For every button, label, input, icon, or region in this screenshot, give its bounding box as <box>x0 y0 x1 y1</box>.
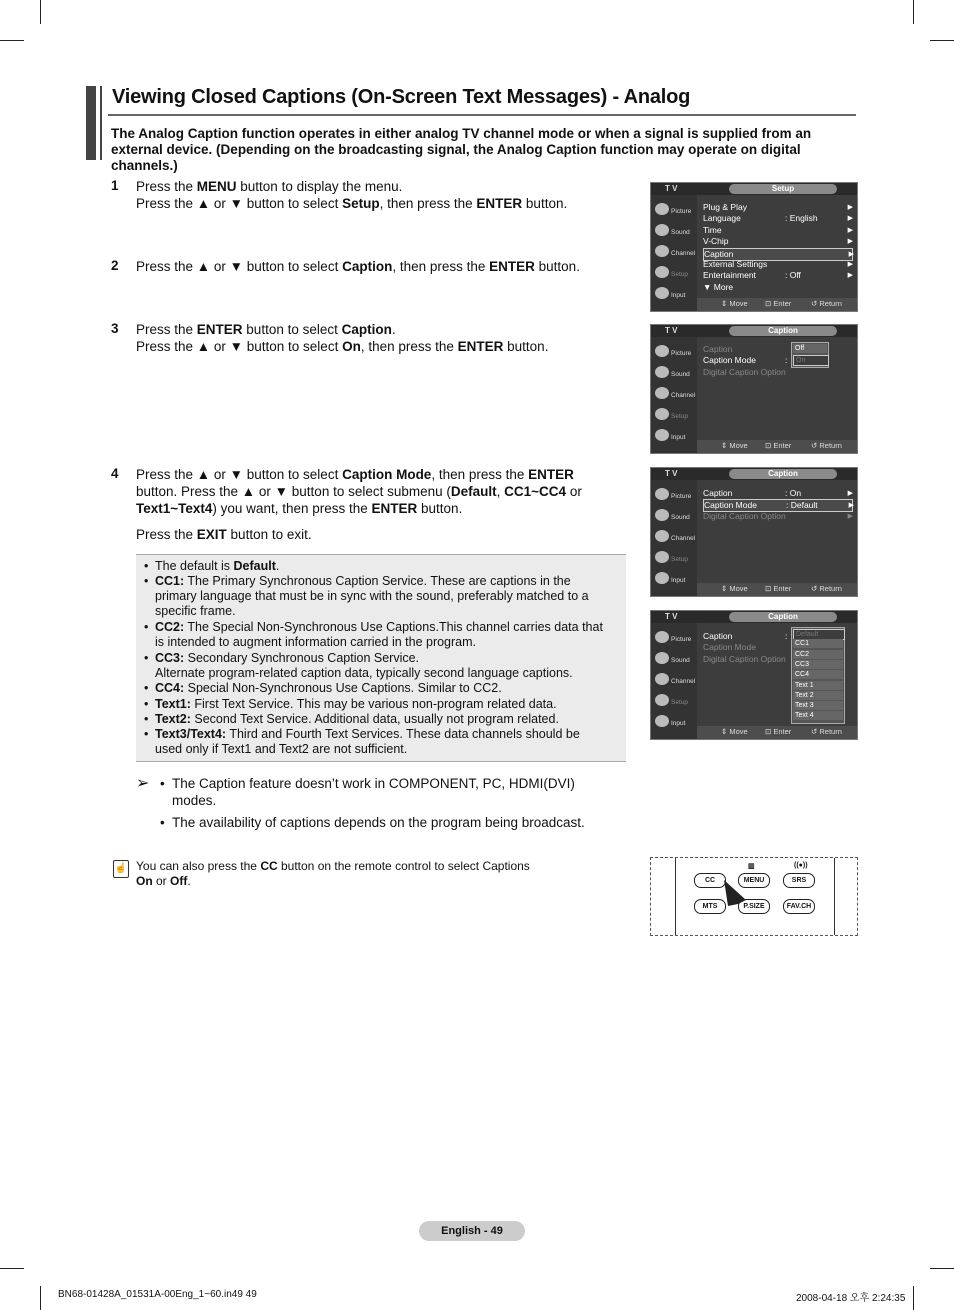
text-line: Press the ▲ or ▼ button to select On, then press the ENTER button. <box>136 339 549 354</box>
osd-arrow-icon: ▶ <box>847 512 853 520</box>
osd-enter-hint: ⊡ Enter <box>765 299 792 308</box>
note-item <box>144 559 620 574</box>
bullet: • <box>144 559 149 573</box>
osd-menu-header: Caption <box>729 612 837 622</box>
osd-return-hint: ↺ Return <box>811 299 842 308</box>
osd-tv-label: T V <box>665 184 678 193</box>
osd-dropdown-option: Off <box>793 344 827 353</box>
osd-dropdown-option: CC4 <box>793 670 843 679</box>
note-item <box>144 620 620 650</box>
osd-arrow-icon: ▶ <box>847 261 853 268</box>
osd-arrow-icon: ▶ <box>847 215 853 223</box>
osd-row-value: : Default <box>786 500 818 511</box>
osd-side-item <box>653 507 695 527</box>
osd-arrow-icon: ▶ <box>847 272 853 280</box>
osd-side-label: Setup <box>671 699 688 706</box>
srs-sound-icon: ((●)) <box>794 862 808 869</box>
osd-side-item <box>653 629 695 649</box>
osd-side-label: Sound <box>671 229 690 236</box>
osd-tv-label: T V <box>665 326 678 335</box>
tv-icon: ▥ <box>748 863 755 870</box>
osd-side-item <box>653 549 695 569</box>
osd-side-label: Input <box>671 577 686 584</box>
text-line: On or Off. <box>136 874 191 888</box>
text-line: You can also press the CC button on the remote control to select Captions <box>136 859 530 873</box>
note-text <box>144 574 620 619</box>
osd-row-label: Digital Caption Option <box>703 653 786 664</box>
osd-side-item <box>653 406 695 426</box>
bold-term: Caption Mode <box>342 467 432 482</box>
bold-term: Setup <box>342 196 380 211</box>
osd-side-label: Picture <box>671 636 692 643</box>
osd-side-label: Input <box>671 292 686 299</box>
osd-side-item <box>653 385 695 405</box>
osd-title-bar <box>651 468 857 480</box>
osd-channel-icon <box>655 387 669 399</box>
osd-side-label: Sound <box>671 657 690 664</box>
osd-menu-header: Setup <box>729 184 837 194</box>
osd-sidebar <box>651 480 697 596</box>
osd-side-label: Channel <box>671 678 696 685</box>
osd-setup-icon <box>655 266 669 278</box>
osd-enter-hint: ⊡ Enter <box>765 727 792 736</box>
osd-menu-row <box>703 259 851 270</box>
page-title: Viewing Closed Captions (On-Screen Text Messages) - Analog <box>112 86 691 108</box>
osd-side-label: Channel <box>671 250 696 257</box>
osd-row-label: ▼ More <box>703 281 734 292</box>
osd-side-item <box>653 201 695 221</box>
osd-dropdown <box>791 342 829 368</box>
mts-button[interactable]: MTS <box>694 899 726 914</box>
title-accent-gap <box>96 86 100 160</box>
osd-menu-header: Caption <box>729 326 837 336</box>
osd-row-label: Caption <box>703 344 733 354</box>
osd-side-item <box>653 285 695 305</box>
osd-dropdown-option: Default <box>793 629 845 640</box>
osd-input-icon <box>655 572 669 584</box>
arrow-note-item: • The Caption feature doesn’t work in COMPONENT, PC, HDMI(DVI) modes. <box>160 776 575 808</box>
osd-row-label: Language <box>703 213 741 224</box>
step-3-text <box>136 321 636 355</box>
bold-term: ENTER <box>476 196 523 211</box>
osd-side-label: Setup <box>671 413 688 420</box>
bold-term: EXIT <box>196 527 227 542</box>
text-line: button. Press the ▲ or ▼ button to select submenu (Default, CC1~CC4 or <box>136 484 582 499</box>
osd-side-label: Input <box>671 434 686 441</box>
intro-paragraph: The Analog Caption function operates in either analog TV channel mode or when a signal is supplied from an external device. (Depending on the broadcasting signal, the Analog Caption function may operate on digital channels.) <box>111 126 812 173</box>
text-line: Press the MENU button to display the menu. <box>136 179 403 194</box>
psize-button[interactable]: P.SIZE <box>738 899 770 914</box>
osd-dropdown-option: Text 4 <box>793 711 843 720</box>
crop-mark <box>40 0 41 24</box>
bullet: • <box>144 681 149 696</box>
osd-arrow-icon: ▶ <box>847 204 853 211</box>
osd-row-label: Caption <box>704 248 734 259</box>
bullet: • <box>144 574 149 589</box>
osd-side-label: Picture <box>671 493 692 500</box>
print-file-info: BN68-01428A_01531A-00Eng_1~60.in49 49 <box>58 1289 257 1300</box>
osd-arrow-icon: ▶ <box>848 502 854 510</box>
osd-input-icon <box>655 715 669 727</box>
osd-picture-icon <box>655 488 669 500</box>
arrow-note-item: • The availability of captions depends on the program being broadcast. <box>160 815 585 830</box>
osd-channel-icon <box>655 530 669 542</box>
bold-term: CC1~CC4 <box>504 484 567 499</box>
crop-mark <box>913 1286 914 1310</box>
osd-sidebar <box>651 623 697 739</box>
cc-button[interactable]: CC <box>694 873 726 888</box>
bullet: • <box>144 712 149 726</box>
osd-side-item <box>653 671 695 691</box>
note-text <box>144 697 620 712</box>
favch-button[interactable]: FAV.CH <box>783 899 815 914</box>
osd-side-label: Sound <box>671 371 690 378</box>
osd-side-item <box>653 222 695 242</box>
bold-term: On <box>342 339 361 354</box>
note-text <box>144 681 620 696</box>
note-item <box>144 727 620 757</box>
note-item <box>144 712 620 727</box>
osd-setup-screen <box>650 182 858 312</box>
osd-dropdown-option: CC1 <box>793 639 843 648</box>
note-text <box>144 620 620 650</box>
osd-title-bar <box>651 325 857 337</box>
remote-hand-icon: ☝ <box>113 860 129 878</box>
osd-enter-hint: ⊡ Enter <box>765 584 792 593</box>
osd-row-label: Time <box>703 224 722 235</box>
bold-term: Off <box>170 874 188 888</box>
osd-return-hint: ↺ Return <box>811 441 842 450</box>
bold-term: CC3: <box>155 650 185 665</box>
osd-side-item <box>653 427 695 447</box>
bold-term: Text1~Text4 <box>136 501 213 516</box>
osd-dropdown-option: Text 2 <box>793 691 843 700</box>
osd-dropdown-option: CC3 <box>793 660 843 669</box>
osd-title-bar <box>651 183 857 195</box>
bullet: • <box>144 620 149 635</box>
osd-picture-icon <box>655 345 669 357</box>
remote-illustration <box>650 857 858 936</box>
bold-term: CC1: <box>155 574 185 589</box>
text-line: The default is Default. <box>155 559 280 573</box>
osd-side-label: Picture <box>671 350 692 357</box>
osd-side-item <box>653 570 695 590</box>
osd-picture-icon <box>655 203 669 215</box>
osd-row-label: Caption Mode <box>703 642 756 653</box>
osd-return-hint: ↺ Return <box>811 727 842 736</box>
note-text <box>144 727 620 757</box>
osd-side-label: Channel <box>671 535 696 542</box>
osd-side-label: Setup <box>671 556 688 563</box>
title-rule <box>108 114 856 116</box>
step-4-text <box>136 466 636 517</box>
crop-mark <box>930 1268 954 1269</box>
bold-term: Default <box>233 559 276 573</box>
bold-term: Caption <box>341 322 392 337</box>
osd-row-label: Caption Mode <box>703 355 756 366</box>
osd-side-label: Picture <box>671 208 692 215</box>
osd-menu-row <box>703 488 851 499</box>
note-arrow-icon: ➢ <box>136 775 150 792</box>
bold-term: Caption <box>342 259 393 274</box>
crop-mark <box>40 1286 41 1310</box>
osd-move-hint: ⇕ Move <box>721 441 748 450</box>
text-line: Text3/Text4: Third and Fourth Text Services. These data channels should be <box>155 727 580 742</box>
osd-row-value: : <box>785 355 788 366</box>
osd-tv-label: T V <box>665 469 678 478</box>
bold-term: ENTER <box>371 501 418 516</box>
osd-picture-icon <box>655 631 669 643</box>
remote-body <box>675 858 835 935</box>
osd-row-value: : Off <box>785 270 801 281</box>
osd-input-icon <box>655 287 669 299</box>
text-line: Press the ▲ or ▼ button to select Setup, then press the ENTER button. <box>136 196 568 211</box>
print-timestamp: 2008-04-18 오후 2:24:35 <box>796 1293 906 1304</box>
text-line: primary language that must be in sync with the sound, preferably matched to a <box>155 589 589 604</box>
osd-menu-row <box>703 202 851 213</box>
osd-row-label: Caption <box>703 488 733 498</box>
step-2-text <box>136 258 636 275</box>
osd-sound-icon <box>655 509 669 521</box>
crop-mark <box>930 40 954 41</box>
osd-sound-icon <box>655 652 669 664</box>
text-line: used only if Text1 and Text2 are not sufficient. <box>155 742 408 757</box>
osd-row-label: Digital Caption Option <box>703 510 786 521</box>
text-line: CC3: Secondary Synchronous Caption Service. <box>155 650 420 665</box>
osd-side-label: Channel <box>671 392 696 399</box>
bold-term: ENTER <box>457 339 504 354</box>
bold-term: CC2: <box>155 620 185 635</box>
note-item <box>144 697 620 712</box>
text-line: Press the ENTER button to select Caption. <box>136 322 396 337</box>
bold-term: On <box>136 874 153 888</box>
osd-side-item <box>653 486 695 506</box>
crop-mark <box>0 40 24 41</box>
bold-term: CC <box>260 859 278 873</box>
crop-mark <box>0 1268 24 1269</box>
osd-row-label: Caption Mode <box>704 500 757 511</box>
osd-setup-icon <box>655 551 669 563</box>
osd-dropdown-option: On <box>793 355 829 366</box>
text-line: CC2: The Special Non-Synchronous Use Captions.This channel carries data that <box>155 620 603 635</box>
text-line: Press the ▲ or ▼ button to select Caption, then press the ENTER button. <box>136 259 580 274</box>
osd-return-hint: ↺ Return <box>811 584 842 593</box>
text-line: Press the ▲ or ▼ button to select Caption Mode, then press the ENTER <box>136 467 574 482</box>
note-text <box>144 651 620 681</box>
step-4-exit <box>136 526 636 543</box>
osd-tv-label: T V <box>665 612 678 621</box>
osd-row-label: Caption <box>703 631 733 641</box>
osd-dropdown-option: Text 3 <box>793 701 843 710</box>
osd-side-item <box>653 692 695 712</box>
bullet: • <box>144 696 149 711</box>
bold-term: Default <box>450 484 497 499</box>
note-item <box>144 681 620 696</box>
osd-sidebar <box>651 337 697 453</box>
text-line: Text1~Text4) you want, then press the ENTER button. <box>136 501 463 516</box>
osd-setup-icon <box>655 694 669 706</box>
osd-side-item <box>653 364 695 384</box>
osd-caption-screen-3 <box>650 610 858 740</box>
osd-setup-icon <box>655 408 669 420</box>
osd-dropdown-option: CC2 <box>793 650 843 659</box>
bullet: • <box>144 727 149 742</box>
bold-term: MENU <box>196 179 237 194</box>
step-number: 3 <box>111 321 119 336</box>
osd-side-label: Input <box>671 720 686 727</box>
note-text <box>144 712 620 727</box>
osd-move-hint: ⇕ Move <box>721 299 748 308</box>
pointer-hand-icon <box>720 878 750 908</box>
osd-side-label: Setup <box>671 271 688 278</box>
menu-button[interactable]: MENU <box>738 873 770 888</box>
text-line: CC1: The Primary Synchronous Caption Service. These are captions in the <box>155 574 571 589</box>
osd-menu-row <box>703 236 851 247</box>
osd-row-label: Digital Caption Option <box>703 366 786 377</box>
page-number-badge: English - 49 <box>419 1221 525 1241</box>
note-item <box>144 651 620 681</box>
osd-caption-screen-1 <box>650 324 858 454</box>
bold-term: Text1: <box>155 696 191 711</box>
osd-menu-header: Caption <box>729 469 837 479</box>
bold-term: CC4: <box>155 681 185 696</box>
osd-menu-row <box>703 270 851 281</box>
bold-term: ENTER <box>489 259 535 274</box>
note-item <box>144 574 620 619</box>
osd-row-value: : English <box>785 213 818 224</box>
osd-input-icon <box>655 429 669 441</box>
bold-term: ENTER <box>528 467 574 482</box>
text-line: specific frame. <box>155 604 236 619</box>
osd-row-value: : On <box>785 488 802 498</box>
text-line: is intended to augment information carried in the program. <box>155 635 477 650</box>
osd-caption-screen-2 <box>650 467 858 597</box>
text-line: CC4: Special Non-Synchronous Use Captions. Similar to CC2. <box>155 681 502 696</box>
osd-menu-row <box>703 511 851 522</box>
osd-arrow-icon: ▶ <box>847 238 853 246</box>
step-number: 1 <box>111 178 119 193</box>
osd-row-label: Plug & Play <box>703 202 747 212</box>
step-number: 2 <box>111 258 119 273</box>
osd-sound-icon <box>655 366 669 378</box>
osd-side-item <box>653 528 695 548</box>
osd-dropdown <box>791 627 845 724</box>
bullet: • <box>144 650 149 665</box>
osd-sound-icon <box>655 224 669 236</box>
osd-menu-row <box>703 213 851 224</box>
osd-side-item <box>653 243 695 263</box>
osd-channel-icon <box>655 245 669 257</box>
osd-arrow-icon: ▶ <box>847 490 853 497</box>
osd-side-item <box>653 713 695 733</box>
osd-move-hint: ⇕ Move <box>721 727 748 736</box>
osd-row-value: : <box>785 631 788 641</box>
step-number: 4 <box>111 466 119 481</box>
text-line: Text1: First Text Service. This may be various non-program related data. <box>155 696 557 711</box>
text-line: Alternate program-related caption data, typically second language captions. <box>155 665 573 680</box>
tip-text <box>136 859 576 889</box>
bold-term: Text3/Text4: <box>155 727 227 742</box>
crop-mark <box>913 0 914 24</box>
osd-menu-row <box>703 225 851 236</box>
osd-side-item <box>653 264 695 284</box>
srs-button[interactable]: SRS <box>783 873 815 888</box>
osd-row-label: V-Chip <box>703 236 729 247</box>
osd-menu-row <box>703 367 851 378</box>
osd-side-label: Sound <box>671 514 690 521</box>
osd-title-bar <box>651 611 857 623</box>
osd-channel-icon <box>655 673 669 685</box>
osd-row-label: External Settings <box>703 259 768 269</box>
step-1-text <box>136 178 636 212</box>
osd-arrow-icon: ▶ <box>848 250 854 258</box>
bold-term: Text2: <box>155 712 191 726</box>
osd-move-hint: ⇕ Move <box>721 584 748 593</box>
text-line: Press the EXIT button to exit. <box>136 527 312 542</box>
osd-row-label: Entertainment <box>703 270 756 281</box>
osd-menu-row <box>703 282 851 293</box>
osd-dropdown-option: Text 1 <box>793 681 843 690</box>
osd-enter-hint: ⊡ Enter <box>765 441 792 450</box>
osd-arrow-icon: ▶ <box>847 226 853 234</box>
text-line: Text2: Second Text Service. Additional data, usually not program related. <box>155 712 559 726</box>
osd-sidebar <box>651 195 697 311</box>
bold-term: ENTER <box>196 322 243 337</box>
osd-side-item <box>653 650 695 670</box>
osd-side-item <box>653 343 695 363</box>
note-text <box>144 559 620 574</box>
